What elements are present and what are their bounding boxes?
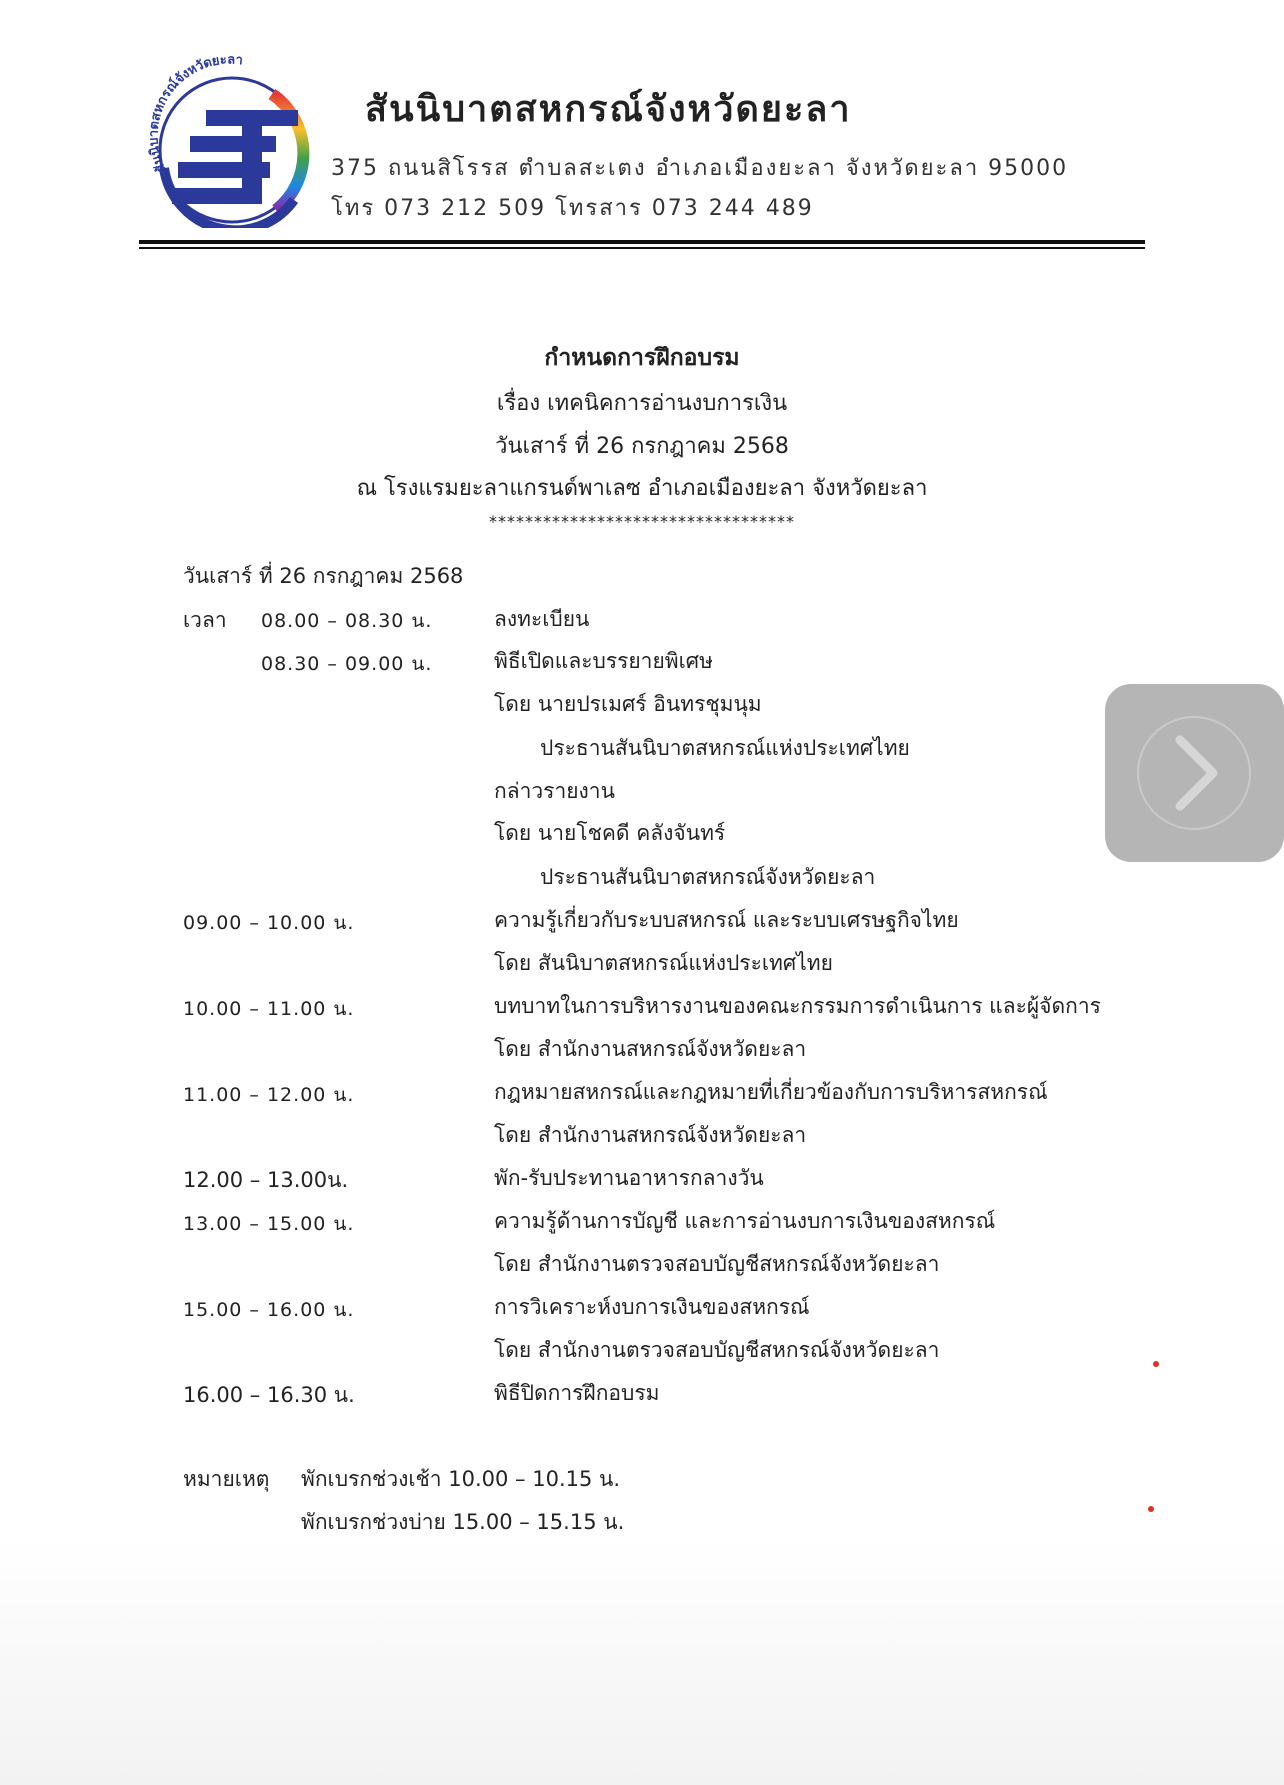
organization-logo <box>144 50 316 228</box>
notes-afternoon-break: พักเบรกช่วงบ่าย 15.00 – 15.15 น. <box>301 1510 625 1534</box>
logo-text: สันนิบาตสหกรณ์จังหวัดยะลา <box>146 52 244 175</box>
schedule-activity: ลงทะเบียน <box>494 607 590 631</box>
document-date: วันเสาร์ ที่ 26 กรกฎาคม 2568 <box>495 434 789 459</box>
organization-phone: โทร 073 212 509 โทรสาร 073 244 489 <box>331 196 814 221</box>
document-subject: เรื่อง เทคนิคการอ่านงบการเงิน <box>496 391 788 416</box>
schedule-activity: กฎหมายสหกรณ์และกฎหมายที่เกี่ยวข้องกับการบริหารสหกรณ์ <box>494 1080 1048 1104</box>
header-divider-thick <box>139 240 1145 244</box>
document-title: กำหนดการฝึกอบรม <box>544 345 740 371</box>
schedule-speaker: โดย สำนักงานตรวจสอบบัญชีสหกรณ์จังหวัดยะลา <box>494 1338 940 1362</box>
document-venue: ณ โรงแรมยะลาแกรนด์พาเลซ อำเภอเมืองยะลา จังหวัดยะลา <box>356 476 928 501</box>
schedule-time: 16.00 – 16.30 น. <box>183 1383 355 1407</box>
schedule-activity: ความรู้เกี่ยวกับระบบสหกรณ์ และระบบเศรษฐกิจไทย <box>494 908 959 932</box>
organization-name: สันนิบาตสหกรณ์จังหวัดยะลา <box>365 89 852 130</box>
schedule-time: 12.00 – 13.00น. <box>183 1168 349 1192</box>
time-prefix-label: เวลา <box>183 608 227 632</box>
separator-stars: ********************************** <box>489 512 795 531</box>
schedule-activity: พัก-รับประทานอาหารกลางวัน <box>494 1166 764 1190</box>
schedule-time: 08.00 – 08.30 น. <box>261 610 433 632</box>
schedule-activity: ความรู้ด้านการบัญชี และการอ่านงบการเงินของสหกรณ์ <box>494 1209 996 1233</box>
notes-morning-break: พักเบรกช่วงเช้า 10.00 – 10.15 น. <box>301 1467 621 1491</box>
indicator-dot <box>1148 1506 1154 1512</box>
schedule-time: 08.30 – 09.00 น. <box>261 653 433 675</box>
organization-address: 375 ถนนสิโรรส ตำบลสะเตง อำเภอเมืองยะลา จังหวัดยะลา 95000 <box>331 156 1069 181</box>
schedule-speaker-title: ประธานสันนิบาตสหกรณ์จังหวัดยะลา <box>540 865 876 889</box>
header-divider-thin <box>139 247 1145 249</box>
schedule-time: 11.00 – 12.00 น. <box>183 1084 355 1106</box>
indicator-dot <box>1153 1361 1159 1367</box>
schedule-speaker-title: ประธานสันนิบาตสหกรณ์แห่งประเทศไทย <box>540 736 910 760</box>
schedule-speaker: โดย สันนิบาตสหกรณ์แห่งประเทศไทย <box>494 951 833 975</box>
schedule-time: 15.00 – 16.00 น. <box>183 1299 355 1321</box>
schedule-speaker: โดย นายโชคดี คลังจันทร์ <box>494 821 726 845</box>
chevron-right-icon <box>1105 684 1284 862</box>
schedule-activity: การวิเคราะห์งบการเงินของสหกรณ์ <box>494 1295 810 1319</box>
schedule-speaker: โดย สำนักงานสหกรณ์จังหวัดยะลา <box>494 1123 807 1147</box>
notes-label: หมายเหตุ <box>183 1467 270 1491</box>
schedule-time: 09.00 – 10.00 น. <box>183 912 355 934</box>
schedule-activity: พิธีเปิดและบรรยายพิเศษ <box>494 649 713 673</box>
schedule-time: 13.00 – 15.00 น. <box>183 1213 355 1235</box>
schedule-activity: บทบาทในการบริหารงานของคณะกรรมการดำเนินการ และผู้จัดการ <box>494 994 1101 1018</box>
schedule-day-heading: วันเสาร์ ที่ 26 กรกฎาคม 2568 <box>183 564 464 588</box>
schedule-time: 10.00 – 11.00 น. <box>183 998 355 1020</box>
schedule-speaker: โดย สำนักงานสหกรณ์จังหวัดยะลา <box>494 1037 807 1061</box>
schedule-speaker: โดย สำนักงานตรวจสอบบัญชีสหกรณ์จังหวัดยะลา <box>494 1252 940 1276</box>
next-page-button[interactable] <box>1105 684 1284 862</box>
schedule-activity: กล่าวรายงาน <box>494 779 615 803</box>
schedule-activity: พิธีปิดการฝึกอบรม <box>494 1381 660 1405</box>
schedule-speaker: โดย นายปรเมศร์ อินทรชุมนุม <box>494 692 762 716</box>
